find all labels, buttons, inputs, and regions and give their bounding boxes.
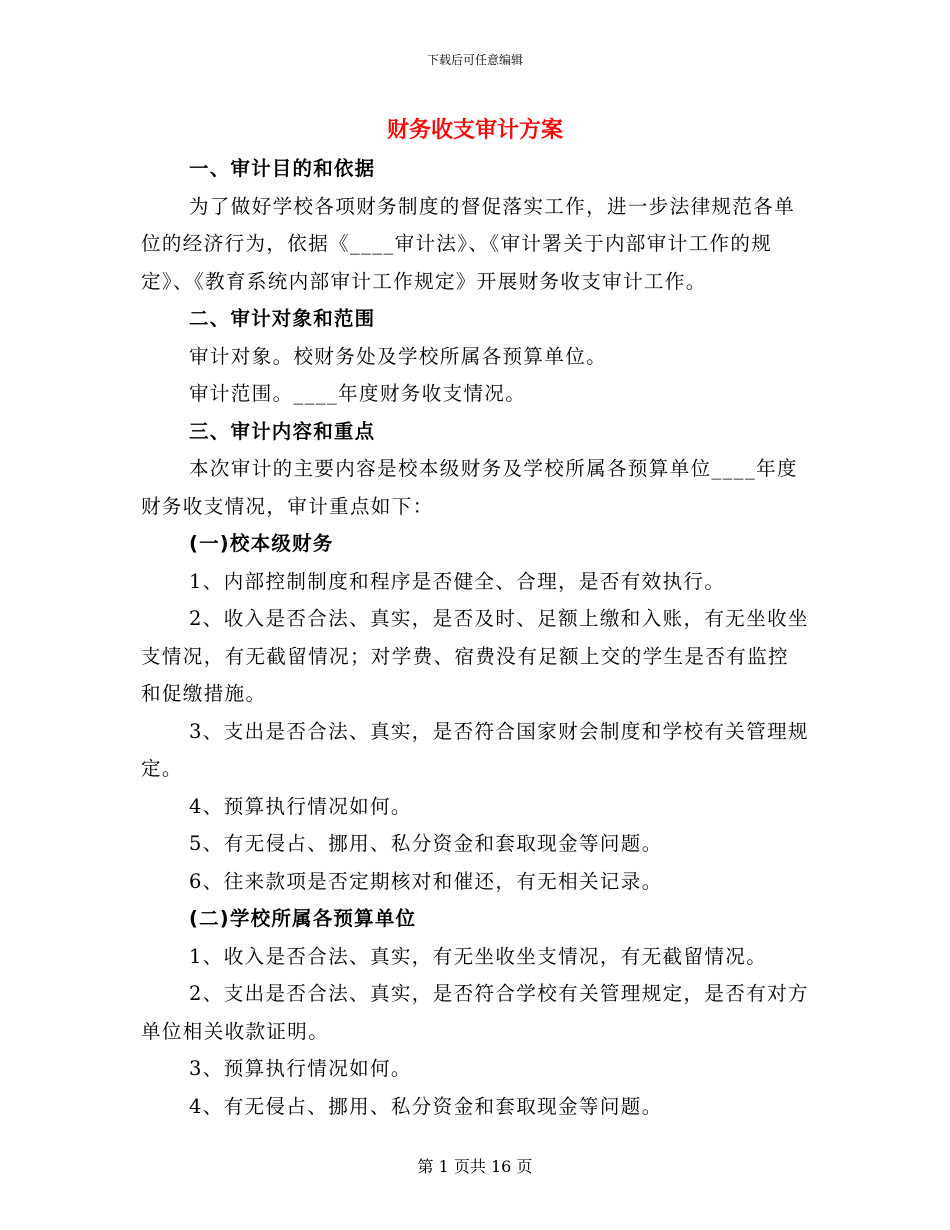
document-body (141, 150, 809, 1125)
paragraph: 为了做好学校各项财务制度的督促落实工作，进一步法律规范各单位的经济行为，依据《____审计法》、《审计署关于内部审计工作的规定》、《教育系统内部审计工作规定》开展财务收支审计工作。 (141, 194, 796, 293)
paragraph: 本次审计的主要内容是校本级财务及学校所属各预算单位____年度财务收支情况，审计重点如下： (141, 457, 798, 518)
list-item: 4、有无侵占、挪用、私分资金和套取现金等问题。 (189, 1094, 663, 1118)
subsection-heading: (一)校本级财务 (189, 532, 334, 555)
list-item: 1、收入是否合法、真实，有无坐收坐支情况，有无截留情况。 (189, 944, 768, 968)
page-header: 下载后可任意编辑 (426, 53, 523, 67)
section-heading: 二、审计对象和范围 (189, 307, 376, 330)
section-heading: 一、审计目的和依据 (189, 157, 376, 180)
list-item: 2、收入是否合法、真实，是否及时、足额上缴和入账，有无坐收坐支情况，有无截留情况；对学费、宿费没有足额上交的学生是否有监控和促缴措施。 (141, 607, 809, 705)
subsection-heading: (二)学校所属各预算单位 (189, 907, 417, 930)
paragraph: 审计对象。校财务处及学校所属各预算单位。 (189, 344, 608, 368)
list-item: 1、内部控制制度和程序是否健全、合理，是否有效执行。 (189, 569, 726, 593)
list-item: 6、往来款项是否定期核对和催还，有无相关记录。 (189, 869, 663, 893)
list-item: 2、支出是否合法、真实，是否符合学校有关管理规定，是否有对方单位相关收款证明。 (141, 982, 809, 1043)
list-item: 4、预算执行情况如何。 (189, 794, 412, 818)
paragraph: 审计范围。____年度财务收支情况。 (189, 382, 527, 405)
list-item: 3、预算执行情况如何。 (189, 1057, 412, 1080)
section-heading: 三、审计内容和重点 (189, 419, 376, 443)
list-item: 5、有无侵占、挪用、私分资金和套取现金等问题。 (189, 832, 663, 855)
page-footer: 第 1 页共 16 页 (417, 1157, 533, 1176)
document-title: 财务收支审计方案 (386, 118, 563, 143)
list-item: 3、支出是否合法、真实，是否符合国家财会制度和学校有关管理规定。 (141, 719, 809, 780)
